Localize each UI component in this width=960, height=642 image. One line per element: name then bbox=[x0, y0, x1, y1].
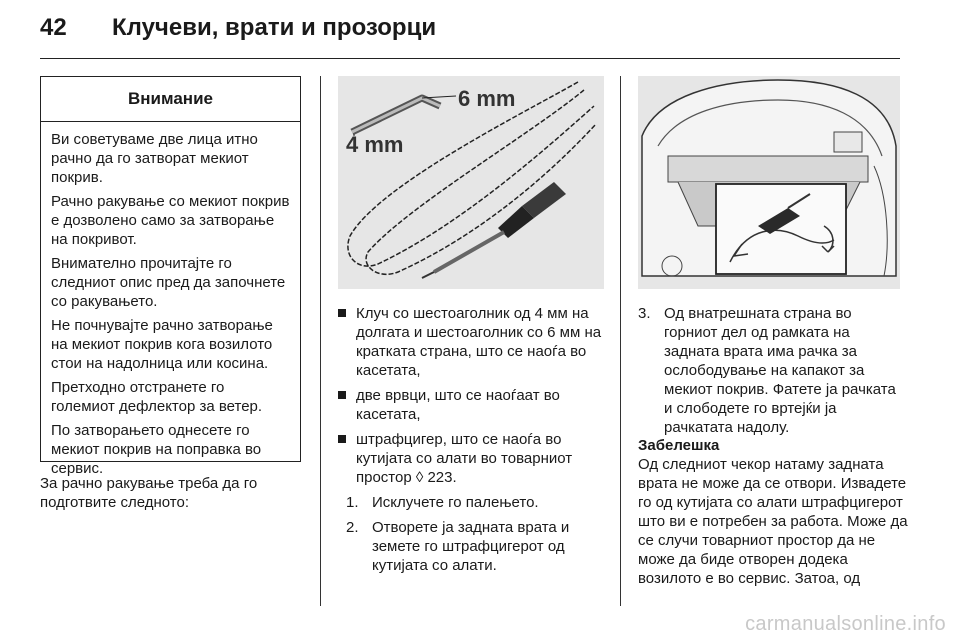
warning-paragraph: По затворањето однесете го мекиот покрив на поправка во сервис. bbox=[51, 422, 262, 477]
warning-paragraph: Ви советуваме две лица итно рачно да го затворат мекиот покрив. bbox=[51, 131, 258, 186]
warning-title: Внимание bbox=[41, 77, 300, 122]
column-divider-2 bbox=[620, 76, 621, 606]
tools-drawing bbox=[338, 76, 604, 289]
step-item: 3. Од внатрешната страна во горниот дел од рамката на задната врата има рачка за ослободување на капакот за мекиот покрив. Фатете ја рачката и слободете го вртејќи ја рачкатата надолу. bbox=[638, 305, 896, 436]
header-rule bbox=[40, 58, 900, 59]
column-divider-1 bbox=[320, 76, 321, 606]
step3-block bbox=[638, 304, 904, 443]
tools-illustration bbox=[338, 76, 604, 289]
warning-paragraph: Не почнувајте рачно затворање на мекиот покрив кога возилото стои на надолница или косина. bbox=[51, 317, 273, 372]
warning-paragraph: Внимателно прочитајте го следниот опис пред да започнете со ракувањето. bbox=[51, 255, 286, 310]
list-item: штрафцигер, што се наоѓа во кутијата со алати во товарниот простор ◊ 223. bbox=[338, 430, 608, 487]
page-number: 42 bbox=[40, 14, 67, 41]
warning-box bbox=[40, 76, 301, 477]
label-4mm: 4 mm bbox=[346, 132, 404, 157]
trunk-illustration bbox=[638, 76, 900, 289]
step-item: 2. Отворете ја задната врата и земете го штрафцигерот од кутијата со алати. bbox=[346, 519, 570, 574]
warning-paragraph: Рачно ракување со мекиот покрив е дозволено само за затворање на покривот. bbox=[51, 193, 290, 248]
label-6mm: 6 mm bbox=[458, 86, 516, 111]
watermark: carmanualsonline.info bbox=[745, 613, 946, 635]
note-title: Забелешка bbox=[638, 437, 720, 454]
warning-paragraph: Претходно отстранете го големиот дефлектор за ветер. bbox=[51, 379, 263, 415]
chapter-title: Клучеви, врати и прозорци bbox=[112, 14, 437, 41]
list-item: Клуч со шестоаголник од 4 мм на долгата и шестоаголник со 6 мм на кратката страна, што се наоѓа во касетата, bbox=[338, 304, 608, 380]
preparation-intro: За рачно ракување треба да го подготвите следното: bbox=[40, 475, 258, 511]
note-text: Од следниот чекор натаму задната врата не може да се отвори. Извадете го од кутијата со алати штрафцигерот што ви е потребен за работа. Може да се случи товарниот простор да не може да биде отворен додека возилото е во сервис. Затоа, од bbox=[638, 456, 908, 587]
list-item: две врвци, што се наоѓаат во касетата, bbox=[338, 386, 608, 424]
tools-list bbox=[338, 304, 608, 581]
note-block bbox=[638, 436, 908, 588]
step-item: 1. Исклучете го палењето. bbox=[346, 494, 539, 511]
trunk-drawing bbox=[638, 76, 900, 289]
